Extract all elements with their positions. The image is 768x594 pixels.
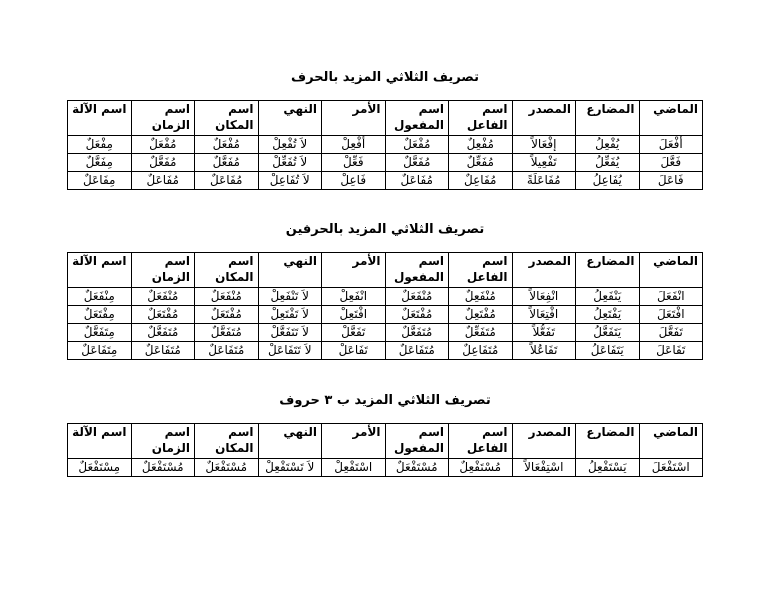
table-cell: لاَ تَفْتَعِلْ (258, 306, 322, 324)
table-cell: مُفَعِّلٌ (449, 154, 513, 172)
table-cell: مُفَعَّلٌ (385, 154, 449, 172)
header-cell: اسم المفعول (385, 253, 449, 288)
table-cell: لاَ تَتَفَاعَلْ (258, 342, 322, 360)
table-cell: مُفَاعَلٌ (131, 172, 195, 190)
table-cell: مُفَاعَلٌ (385, 172, 449, 190)
table-cell: مُفْتَعِلٌ (449, 306, 513, 324)
header-cell: المضارع (576, 253, 640, 288)
header-row (68, 253, 703, 288)
table-cell: مُسْتَفْعَلٌ (385, 459, 449, 477)
table-cell: مُفَاعَلٌ (195, 172, 259, 190)
table-cell: تَفَعُّلاً (512, 324, 576, 342)
table-cell: يَنْفَعِلُ (576, 288, 640, 306)
table-cell: فَاعَلَ (639, 172, 703, 190)
header-cell: المصدر (512, 101, 576, 136)
table-row (68, 136, 703, 154)
table-cell: مُتَفَعَّلٌ (195, 324, 259, 342)
table-cell: لاَ تَسْتَفْعِلْ (258, 459, 322, 477)
header-cell: النهي (258, 253, 322, 288)
table-cell: أفْعِلْ (322, 136, 386, 154)
header-cell: اسم الفاعل (449, 253, 513, 288)
table-cell: مِفْعَلٌ (68, 136, 132, 154)
header-cell: النهي (258, 101, 322, 136)
table-cell: مُسْتَفْعَلٌ (195, 459, 259, 477)
header-cell: المصدر (512, 253, 576, 288)
table-cell: مُتَفَاعِلٌ (449, 342, 513, 360)
table-cell: يُفَعِّلُ (576, 154, 640, 172)
table-cell: مُفْتَعَلٌ (195, 306, 259, 324)
table-cell: تَفَاعَلْ (322, 342, 386, 360)
header-cell: الماضي (639, 253, 703, 288)
table-cell: مِنْفَعَلٌ (68, 288, 132, 306)
table-cell: لاَ تَنْفَعِلْ (258, 288, 322, 306)
table-cell: يُفَاعِلُ (576, 172, 640, 190)
header-cell: الأمر (322, 253, 386, 288)
table-cell: مُتَفَاعَلٌ (195, 342, 259, 360)
header-cell: اسم الفاعل (449, 424, 513, 459)
header-cell: المضارع (576, 424, 640, 459)
header-cell: الماضي (639, 424, 703, 459)
table-row (68, 306, 703, 324)
table-cell: مُفْعَلٌ (195, 136, 259, 154)
section-title: تصريف الثلاثي المزيد ب ٣ حروف (279, 393, 491, 408)
header-cell: اسم الزمان (131, 101, 195, 136)
conjugation-table (67, 100, 703, 190)
table-cell: يَتَفَعَّلُ (576, 324, 640, 342)
table-row (68, 324, 703, 342)
table-cell: إفْعَالاً (512, 136, 576, 154)
header-cell: الماضي (639, 101, 703, 136)
table-cell: يَتَفَاعَلُ (576, 342, 640, 360)
header-cell: اسم الزمان (131, 424, 195, 459)
table-cell: مُنْفَعَلٌ (385, 288, 449, 306)
table-cell: فَاعِلْ (322, 172, 386, 190)
table-cell: تَفْعِيلاً (512, 154, 576, 172)
table-cell: تَفَاعَلَ (639, 342, 703, 360)
table-cell: يَسْتَفْعِلُ (576, 459, 640, 477)
table-cell: يَفْتَعِلُ (576, 306, 640, 324)
table-cell: افْتَعِلْ (322, 306, 386, 324)
table-row (68, 172, 703, 190)
header-cell: اسم الآلة (68, 101, 132, 136)
table-cell: مُفَاعِلٌ (449, 172, 513, 190)
header-cell: اسم الآلة (68, 424, 132, 459)
table-cell: مُتَفَاعَلٌ (385, 342, 449, 360)
header-cell: النهي (258, 424, 322, 459)
table-cell: لاَ تُفْعِلْ (258, 136, 322, 154)
table-cell: يُفْعِلُ (576, 136, 640, 154)
table-cell: مِتَفَعَّلٌ (68, 324, 132, 342)
table-row (68, 288, 703, 306)
table-cell: مُفْتَعَلٌ (131, 306, 195, 324)
section-title: تصريف الثلاثي المزيد بالحرف (291, 70, 479, 85)
table-cell: مِفَاعَلٌ (68, 172, 132, 190)
table-cell: مُفَعَّلٌ (131, 154, 195, 172)
table-cell: انْفَعِلْ (322, 288, 386, 306)
table-cell: مُفْتَعَلٌ (385, 306, 449, 324)
section-title: تصريف الثلاثي المزيد بالحرفين (285, 222, 485, 237)
table-cell: مُنْفَعِلٌ (449, 288, 513, 306)
header-row (68, 424, 703, 459)
header-cell: اسم المكان (195, 101, 259, 136)
header-cell: المضارع (576, 101, 640, 136)
header-row (68, 101, 703, 136)
table-cell: انْفِعَالاً (512, 288, 576, 306)
table-cell: مُتَفَعِّلٌ (449, 324, 513, 342)
table-cell: اسْتَفْعِلْ (322, 459, 386, 477)
table-cell: تَفَاعُلاً (512, 342, 576, 360)
table-cell: مُفَعَّلٌ (195, 154, 259, 172)
table-row (68, 154, 703, 172)
table-cell: مِتَفَاعَلٌ (68, 342, 132, 360)
table-cell: مُتَفَاعَلٌ (131, 342, 195, 360)
header-cell: المصدر (512, 424, 576, 459)
table-cell: مُسْتَفْعَلٌ (131, 459, 195, 477)
header-cell: اسم الفاعل (449, 101, 513, 136)
table-cell: مُفْعَلٌ (385, 136, 449, 154)
table-row (68, 342, 703, 360)
table-cell: اسْتِفْعَالاً (512, 459, 576, 477)
table-cell: مُفَاعَلَةً (512, 172, 576, 190)
table-cell: أفْعَلَ (639, 136, 703, 154)
table-cell: لاَ تُفَعِّلْ (258, 154, 322, 172)
header-cell: اسم المفعول (385, 101, 449, 136)
table-cell: لاَ تَتَفَعَّلْ (258, 324, 322, 342)
table-cell: مُنْفَعَلٌ (195, 288, 259, 306)
table-cell: مُنْفَعَلٌ (131, 288, 195, 306)
header-cell: الأمر (322, 424, 386, 459)
table-cell: مُفْعَلٌ (131, 136, 195, 154)
table-cell: افْتِعَالاً (512, 306, 576, 324)
table-cell: انْفَعَلَ (639, 288, 703, 306)
header-cell: اسم الآلة (68, 253, 132, 288)
table-cell: مُتَفَعَّلٌ (131, 324, 195, 342)
header-cell: اسم المفعول (385, 424, 449, 459)
table-cell: تَفَعَّلْ (322, 324, 386, 342)
table-cell: تَفَعَّلَ (639, 324, 703, 342)
table-cell: مِفْتَعَلٌ (68, 306, 132, 324)
header-cell: الأمر (322, 101, 386, 136)
table-cell: فَعِّلْ (322, 154, 386, 172)
table-cell: مُفْعِلٌ (449, 136, 513, 154)
table-row (68, 459, 703, 477)
table-cell: مِسْتَفْعَلٌ (68, 459, 132, 477)
conjugation-table (67, 423, 703, 477)
table-cell: اسْتَفْعَلَ (639, 459, 703, 477)
table-cell: افْتَعَلَ (639, 306, 703, 324)
table-cell: مِفَعَّلٌ (68, 154, 132, 172)
header-cell: اسم المكان (195, 253, 259, 288)
table-cell: مُتَفَعَّلٌ (385, 324, 449, 342)
table-cell: لاَ تُفَاعِلْ (258, 172, 322, 190)
conjugation-table (67, 252, 703, 360)
table-cell: فَعَّلَ (639, 154, 703, 172)
header-cell: اسم المكان (195, 424, 259, 459)
table-cell: مُسْتَفْعِلٌ (449, 459, 513, 477)
header-cell: اسم الزمان (131, 253, 195, 288)
